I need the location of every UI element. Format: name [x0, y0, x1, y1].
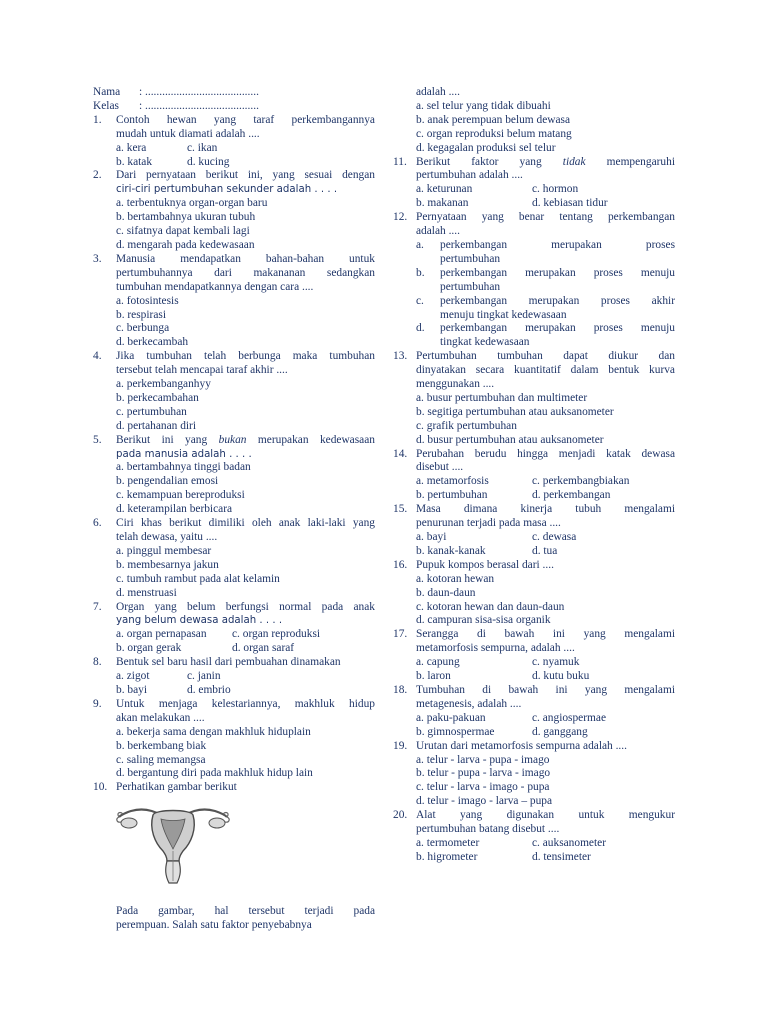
question-number: 14.: [393, 447, 408, 460]
question-12: [393, 211, 675, 239]
emphasis-word: bukan: [218, 433, 247, 446]
class-row: [93, 100, 375, 114]
option-d: d. menstruasi: [116, 586, 177, 599]
question-text: pertumbuhan batang disebut ....: [416, 823, 560, 836]
option-a: a. bekerja sama dengan makhluk hiduplain: [116, 725, 311, 738]
question-number: 15.: [393, 503, 408, 516]
option-text: perkembangan merupakan proses menuju: [440, 266, 675, 279]
option-b: b. pengendalian emosi: [116, 475, 219, 488]
question-2: [93, 169, 375, 197]
options-row: [393, 545, 675, 559]
class-blank: : ........................................: [139, 99, 259, 112]
option-a: a. kera: [116, 141, 147, 154]
option-d: d. mengarah pada kedewasaan: [116, 238, 255, 251]
question-text-part: merupakan kedewasaan: [257, 433, 375, 446]
option-c: c. organ reproduksi: [232, 628, 321, 641]
option-b: b. organ gerak: [116, 642, 182, 655]
option-c: c. berbunga: [116, 322, 170, 335]
question-16: [393, 559, 675, 573]
option-c: c. auksanometer: [532, 836, 607, 849]
options-row: [393, 489, 675, 503]
option-b: b. anak perempuan belum dewasa: [416, 113, 571, 126]
question-text: mudah untuk diamati adalah ....: [116, 127, 260, 140]
question-number: 9.: [93, 697, 102, 710]
question-text: Ciri khas berikut dimiliki oleh anak laki-laki yang: [116, 517, 375, 530]
question-text: [116, 434, 375, 448]
option-d: d. kutu buku: [532, 670, 590, 683]
options-row: [393, 475, 675, 489]
options-row: [93, 642, 375, 656]
question-text: Masa dimana kinerja tubuh mengalami: [416, 503, 675, 516]
question-text: Urutan dari metamorfosis sempurna adalah ....: [416, 739, 627, 752]
question-text: tersebut telah mencapai taraf akhir ....: [116, 364, 288, 377]
option-a: a. organ pernapasan: [116, 628, 207, 641]
question-text: adalah ....: [416, 86, 460, 98]
question-number: 11.: [393, 155, 407, 168]
option-text: menuju tingkat kedewasaan: [440, 308, 567, 321]
option-c: [393, 295, 675, 323]
option-b: b. laron: [416, 670, 451, 683]
option-c: c. telur - larva - imago - pupa: [416, 781, 550, 794]
option-d: d. tua: [532, 544, 558, 557]
question-text: [416, 156, 675, 170]
question-number: 2.: [93, 169, 102, 182]
name-row: [93, 86, 375, 100]
question-text: yang belum dewasa adalah . . . .: [116, 615, 283, 627]
question-text: Pupuk kompos berasal dari ....: [416, 558, 554, 571]
question-text: dinyatakan secara kuantitatif dalam bentuk kurva: [416, 364, 675, 377]
right-column: [393, 86, 675, 865]
question-text: Jika tumbuhan telah berbunga maka tumbuhan: [116, 350, 375, 363]
question-number: 19.: [393, 739, 408, 752]
option-b: b. membesarnya jakun: [116, 558, 219, 571]
question-number: 8.: [93, 656, 102, 669]
uterus-diagram-icon: [115, 801, 231, 885]
option-a: a. paku-pakuan: [416, 711, 486, 724]
question-number: 12.: [393, 211, 408, 224]
option-d: d. keterampilan berbicara: [116, 503, 233, 516]
option-text: pertumbuhan: [440, 252, 501, 265]
option-b: b. berkembang biak: [116, 739, 207, 752]
option-a: a. keturunan: [416, 183, 473, 196]
question-text: disebut ....: [416, 461, 464, 474]
option-c: c. kotoran hewan dan daun-daun: [416, 600, 565, 613]
option-b: b. kanak-kanak: [416, 544, 486, 557]
options-row: [393, 712, 675, 726]
class-label: Kelas: [93, 99, 119, 112]
question-17: [393, 628, 675, 656]
question-number: 5.: [93, 433, 102, 446]
option-d: d. bergantung diri pada makhluk hidup lain: [116, 767, 313, 780]
option-b: b. perkecambahan: [116, 391, 199, 404]
question-1: [93, 114, 375, 142]
question-text: penurunan terjadi pada masa ....: [416, 517, 561, 530]
question-18: [393, 684, 675, 712]
option-c: c. hormon: [532, 183, 579, 196]
option-b: b. telur - pupa - larva - imago: [416, 767, 551, 780]
question-text: Manusia mendapatkan bahan-bahan untuk: [116, 252, 375, 265]
option-a: a. busur pertumbuhan dan multimeter: [416, 391, 588, 404]
option-letter: b.: [416, 266, 425, 279]
question-number: 3.: [93, 252, 102, 265]
option-c: c. perkembangbiakan: [532, 475, 630, 488]
options-row: [393, 851, 675, 865]
option-c: c. grafik pertumbuhan: [416, 419, 517, 432]
question-text: Alat yang digunakan untuk mengukur: [416, 809, 675, 822]
options-row: [93, 156, 375, 170]
question-text: tumbuhan mendapatkannya dengan cara ....: [116, 280, 314, 293]
option-c: c. kemampuan bereproduksi: [116, 489, 245, 502]
option-text: pertumbuhan: [440, 280, 501, 293]
question-11: [393, 156, 675, 184]
option-letter: d.: [416, 322, 425, 335]
option-d: d. organ saraf: [232, 642, 295, 655]
question-number: 6.: [93, 517, 102, 530]
option-c: c. ikan: [187, 141, 218, 154]
option-d: d. busur pertumbuhan atau auksanometer: [416, 433, 604, 446]
option-c: c. angiospermae: [532, 711, 607, 724]
options-row: [393, 837, 675, 851]
question-text: Bentuk sel baru hasil dari pembuahan dinamakan: [116, 656, 341, 669]
question-text: Pertumbuhan tumbuhan dapat diukur dan: [416, 350, 675, 363]
option-c: c. saling memangsa: [116, 753, 206, 766]
option-b: b. segitiga pertumbuhan atau auksanometer: [416, 405, 614, 418]
options-row: [93, 684, 375, 698]
question-15: [393, 503, 675, 531]
left-column: [93, 86, 375, 933]
question-text: ciri-ciri pertumbuhan sekunder adalah . . . .: [116, 184, 338, 196]
question-number: 18.: [393, 683, 408, 696]
option-a: a. zigot: [116, 670, 150, 683]
name-label: Nama: [93, 86, 121, 98]
option-a: a. termometer: [416, 836, 480, 849]
option-a: a. terbentuknya organ-organ baru: [116, 197, 268, 210]
question-text: menggunakan ....: [416, 378, 495, 391]
question-5: [93, 434, 375, 462]
options-row: [93, 628, 375, 642]
option-letter: a.: [416, 238, 424, 251]
option-a: a. capung: [416, 656, 460, 669]
question-text-part: mempengaruhi: [606, 155, 675, 168]
question-text: Tumbuhan di bawah ini yang mengalami: [416, 683, 675, 696]
option-text: perkembangan merupakan proses akhir: [440, 294, 675, 307]
question-text: pertumbuhan adalah ....: [416, 169, 523, 182]
option-a: a. pinggul membesar: [116, 544, 212, 557]
option-a: a. kotoran hewan: [416, 572, 495, 585]
option-b: b. makanan: [416, 197, 469, 210]
option-a: a. bertambahnya tinggi badan: [116, 461, 251, 474]
question-text: Perubahan berudu hingga menjadi katak dewasa: [416, 447, 675, 460]
emphasis-word: tidak: [562, 155, 586, 168]
option-a: a. bayi: [416, 531, 447, 543]
question-text: adalah ....: [416, 225, 460, 238]
option-a: a. fotosintesis: [116, 294, 179, 307]
options-row: [393, 197, 675, 211]
question-6: [93, 517, 375, 545]
option-c: c. sifatnya dapat kembali lagi: [116, 225, 250, 238]
question-8: [93, 656, 375, 670]
option-b: b. gimnospermae: [416, 725, 495, 738]
options-row: [93, 670, 375, 684]
options-row: [393, 726, 675, 740]
option-d: d. pertahanan diri: [116, 419, 197, 432]
question-4: [93, 350, 375, 378]
question-number: 4.: [93, 350, 102, 363]
option-d: d. telur - imago - larva – pupa: [416, 795, 553, 808]
option-a: a. metamorfosis: [416, 475, 489, 488]
question-19: [393, 740, 675, 754]
option-d: [393, 322, 675, 350]
question-text-part: Berikut faktor yang: [416, 155, 542, 168]
option-c: c. tumbuh rambut pada alat kelamin: [116, 572, 280, 585]
question-number: 1.: [93, 113, 102, 126]
option-a: a. perkembanganhyy: [116, 378, 211, 391]
options-row: [393, 670, 675, 684]
option-text: perkembangan merupakan proses menuju: [440, 322, 675, 335]
option-c: c. nyamuk: [532, 656, 580, 669]
options-row: [93, 142, 375, 156]
option-a: a. sel telur yang tidak dibuahi: [416, 99, 551, 112]
question-text: akan melakukan ....: [116, 711, 205, 724]
options-row: [393, 531, 675, 545]
option-b: [393, 267, 675, 295]
option-b: b. bayi: [116, 683, 148, 696]
question-20: [393, 809, 675, 837]
option-a: a. telur - larva - pupa - imago: [416, 753, 550, 766]
option-b: b. daun-daun: [416, 586, 476, 599]
option-d: d. campuran sisa-sisa organik: [416, 614, 551, 627]
option-c: c. dewasa: [532, 531, 577, 543]
option-c: c. organ reproduksi belum matang: [416, 127, 572, 140]
question-text: Pada gambar, hal tersebut terjadi pada: [116, 905, 375, 918]
option-b: b. katak: [116, 155, 153, 168]
option-d: d. embrio: [187, 683, 231, 696]
question-10: [93, 781, 375, 795]
question-number: 17.: [393, 628, 408, 641]
question-text: perempuan. Salah satu faktor penyebabnya: [116, 919, 312, 932]
option-d: d. ganggang: [532, 725, 588, 738]
question-9: [93, 698, 375, 726]
question-text-part: Berikut ini yang: [116, 433, 208, 446]
question-text: Pernyataan yang benar tentang perkembangan: [416, 211, 675, 224]
spacer: [93, 885, 375, 905]
question-text: Organ yang belum berfungsi normal pada anak: [116, 600, 375, 613]
question-text: Perhatikan gambar berikut: [116, 781, 237, 794]
question-7: [93, 601, 375, 629]
option-d: d. perkembangan: [532, 489, 611, 502]
option-b: b. respirasi: [116, 308, 166, 321]
question-text: Dari pernyataan berikut ini, yang sesuai dengan: [116, 169, 375, 182]
question-number: 10.: [93, 781, 108, 794]
question-text: Serangga di bawah ini yang mengalami: [416, 628, 675, 641]
option-b: b. pertumbuhan: [416, 489, 488, 502]
option-d: d. berkecambah: [116, 336, 189, 349]
option-letter: c.: [416, 294, 424, 307]
option-c: c. janin: [187, 670, 221, 683]
name-blank: : ........................................: [139, 86, 259, 98]
option-c: c. pertumbuhan: [116, 405, 187, 418]
question-number: 7.: [93, 600, 102, 613]
question-text: pertumbuhannya dari makananan sedangkan: [116, 266, 375, 279]
option-d: d. kegagalan produksi sel telur: [416, 141, 556, 154]
option-d: d. kebiasan tidur: [532, 197, 608, 210]
question-text: Contoh hewan yang taraf perkembangannya: [116, 113, 375, 126]
question-text: metagenesis, adalah ....: [416, 697, 522, 710]
option-d: d. tensimeter: [532, 850, 591, 863]
question-number: 16.: [393, 558, 408, 571]
options-row: [393, 183, 675, 197]
option-a: [393, 239, 675, 267]
option-text: perkembangan merupakan proses: [440, 238, 675, 251]
question-number: 20.: [393, 809, 408, 822]
question-text: telah dewasa, yaitu ....: [116, 531, 218, 543]
question-14: [393, 448, 675, 476]
question-text: metamorfosis sempurna, adalah ....: [416, 642, 575, 655]
options-row: [393, 656, 675, 670]
option-b: b. higrometer: [416, 850, 478, 863]
option-d: d. kucing: [187, 155, 230, 168]
question-3: [93, 253, 375, 295]
question-13: [393, 350, 675, 392]
question-number: 13.: [393, 350, 408, 363]
question-text: Untuk menjaga kelestariannya, makhluk hidup: [116, 697, 375, 710]
option-b: b. bertambahnya ukuran tubuh: [116, 211, 256, 224]
option-text: tingkat kedewasaan: [440, 336, 530, 349]
question-text: pada manusia adalah . . . .: [116, 448, 252, 460]
